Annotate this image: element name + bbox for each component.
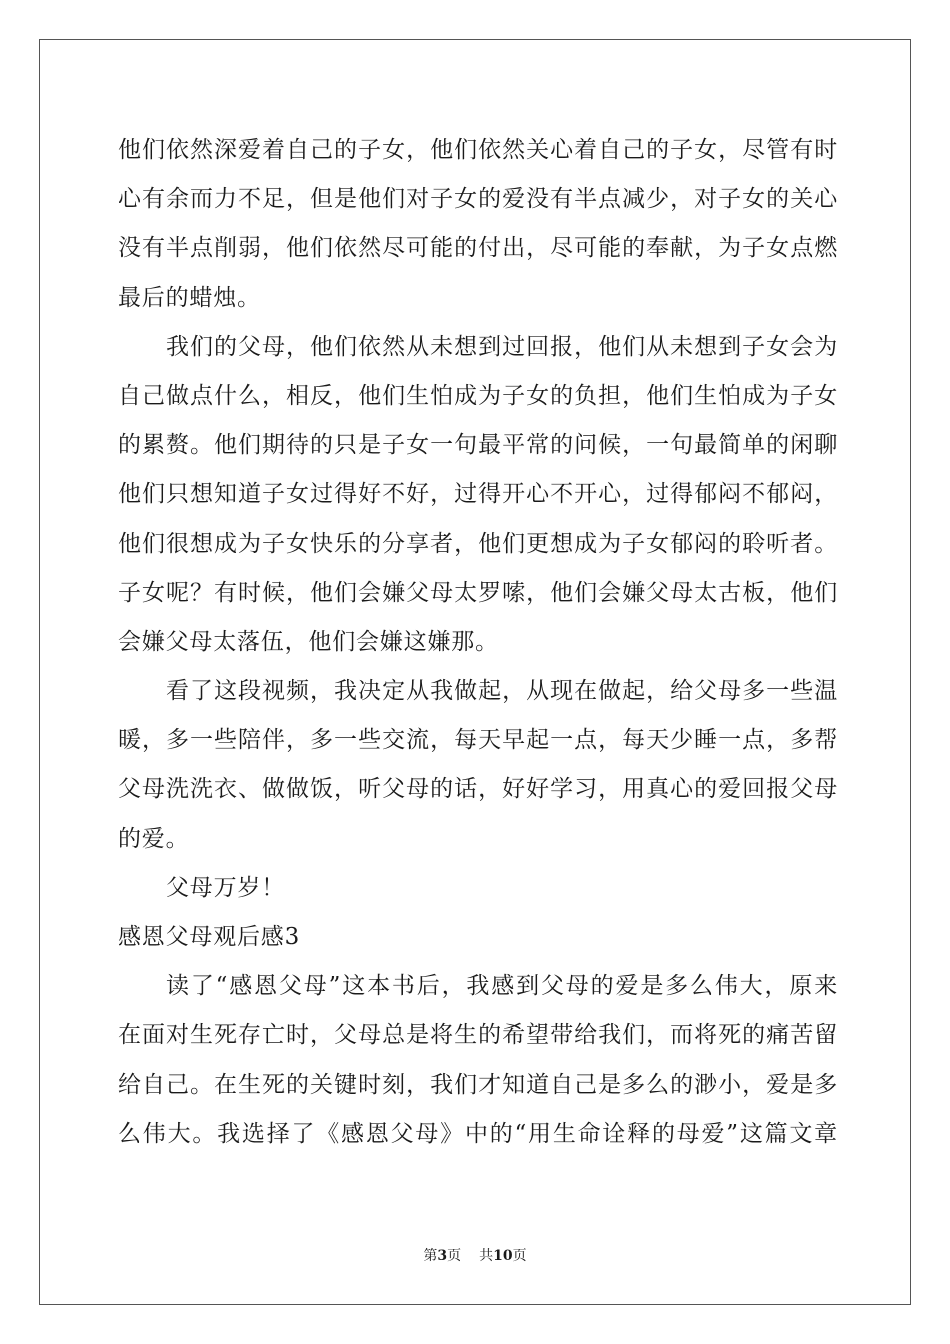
text-line: 我们的父母，他们依然从未想到过回报，他们从未想到子女会为 xyxy=(166,333,838,360)
text-line: 他们只想知道子女过得好不好，过得开心不开心，过得郁闷不郁闷， xyxy=(118,481,838,508)
text-line: 没有半点削弱，他们依然尽可能的付出，尽可能的奉献，为子女点燃 xyxy=(118,235,838,262)
text-line: 子女呢？有时候，他们会嫌父母太罗嗦，他们会嫌父母太古板，他们 xyxy=(118,579,838,606)
page-suffix: 页 xyxy=(447,1248,462,1264)
section-heading: 感恩父母观后感3 xyxy=(118,924,301,950)
document-body xyxy=(118,126,838,1159)
text-line: 么伟大。我选择了《感恩父母》中的“用生命诠释的母爱”这篇文章 xyxy=(118,1120,838,1147)
total-prefix: 共 xyxy=(479,1248,494,1264)
page-prefix: 第 xyxy=(423,1248,438,1264)
text-line: 看了这段视频，我决定从我做起，从现在做起，给父母多一些温 xyxy=(166,678,838,705)
page-total: 10 xyxy=(493,1248,513,1264)
text-line: 他们很想成为子女快乐的分享者，他们更想成为子女郁闷的聆听者。 xyxy=(118,530,838,557)
text-line: 在面对生死存亡时，父母总是将生的希望带给我们，而将死的痛苦留 xyxy=(118,1022,838,1049)
text-line: 的累赘。他们期待的只是子女一句最平常的问候，一句最简单的闲聊 xyxy=(118,432,838,459)
text-line: 心有余而力不足，但是他们对子女的爱没有半点减少，对子女的关心 xyxy=(118,186,838,213)
text-line: 的爱。 xyxy=(118,825,190,852)
text-line: 读了“感恩父母”这本书后，我感到父母的爱是多么伟大，原来 xyxy=(166,973,838,1000)
page-current: 3 xyxy=(437,1248,448,1264)
text-line: 他们依然深爱着自己的子女，他们依然关心着自己的子女，尽管有时 xyxy=(118,137,838,163)
total-suffix: 页 xyxy=(512,1248,527,1264)
text-line: 会嫌父母太落伍，他们会嫌这嫌那。 xyxy=(118,628,499,655)
text-line: 父母洗洗衣、做做饭，听父母的话，好好学习，用真心的爱回报父母 xyxy=(118,776,838,803)
text-line: 自己做点什么，相反，他们生怕成为子女的负担，他们生怕成为子女 xyxy=(118,382,838,409)
text-line: 父母万岁！ xyxy=(166,874,285,901)
page-footer xyxy=(0,1247,950,1265)
text-line: 暖，多一些陪伴，多一些交流，每天早起一点，每天少睡一点，多帮 xyxy=(118,727,838,754)
text-line: 给自己。在生死的关键时刻，我们才知道自己是多么的渺小，爱是多 xyxy=(118,1071,838,1098)
text-line: 最后的蜡烛。 xyxy=(118,284,261,311)
